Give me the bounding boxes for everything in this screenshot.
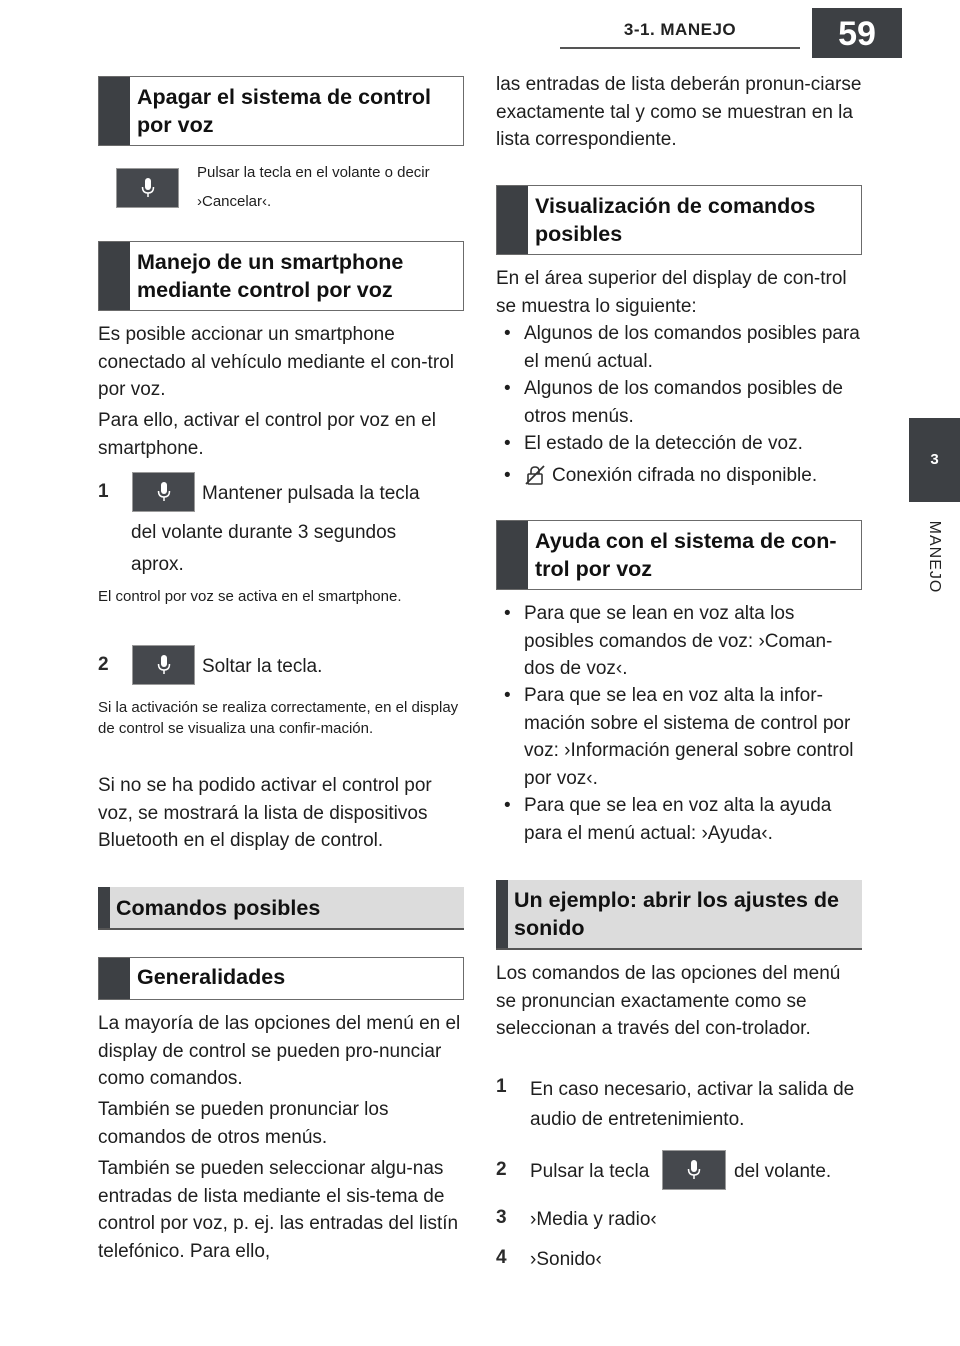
microphone-icon [687, 1159, 701, 1181]
step-text: ›Sonido‹ [530, 1249, 602, 1270]
bullet-dot: • [504, 465, 511, 486]
heading-smartphone [98, 241, 464, 311]
step-number: 4 [496, 1247, 507, 1268]
step-number: 3 [496, 1207, 507, 1228]
mic-button [662, 1150, 726, 1190]
note: El control por voz se activa en el smartphone. [98, 588, 402, 605]
microphone-icon [157, 481, 171, 503]
heading-text: Apagar el sistema de control por voz [137, 85, 431, 137]
step-text: Mantener pulsada la tecla [202, 483, 420, 504]
step-number: 2 [98, 654, 109, 675]
paragraph: las entradas de lista deberán pronun-ciarse exactamente tal y como se muestran en la lista correspondiente. [496, 74, 862, 150]
step-text: Soltar la tecla. [202, 656, 323, 677]
heading-visualizacion [496, 185, 862, 255]
heading-text: Visualización de comandos posibles [535, 194, 816, 246]
mic-button [132, 472, 195, 512]
paragraph: Para ello, activar el control por voz en el smartphone. [98, 410, 436, 459]
heading-text: Generalidades [137, 965, 286, 989]
step-text: Pulsar la tecla [530, 1161, 650, 1182]
bullet-dot: • [504, 433, 511, 454]
list-item-text: Algunos de los comandos posibles para el menú actual. [524, 323, 860, 372]
heading-text: Un ejemplo: abrir los ajustes de sonido [514, 888, 839, 940]
list-item-text: Para que se lean en voz alta los posibles comandos de voz: ›Coman-dos de voz‹. [524, 603, 833, 679]
note: Si la activación se realiza correctamente, en el display de control se visualiza una confir-mación. [98, 699, 459, 737]
bullet-dot: • [504, 603, 511, 624]
bullet-dot: • [504, 685, 511, 706]
microphone-icon [141, 177, 155, 199]
heading-generalidades [98, 957, 464, 1000]
header-rule [560, 47, 800, 49]
mic-button [132, 645, 195, 685]
step-number: 1 [98, 481, 109, 502]
mic-button [116, 168, 179, 208]
bullet-dot: • [504, 378, 511, 399]
chapter-tab-number: 3 [909, 418, 960, 502]
step-text: del volante durante 3 segundos aprox. [131, 522, 397, 575]
page-number: 59 [812, 8, 902, 58]
step-text: del volante. [734, 1161, 832, 1182]
step-number: 2 [496, 1159, 507, 1180]
step-number: 1 [496, 1076, 507, 1097]
page-header [0, 0, 960, 60]
paragraph: También se pueden seleccionar algu-nas entradas de lista mediante el sis-tema de control por voz, p. ej. las entradas del listín telefónico. Para ello, [98, 1158, 459, 1262]
paragraph: En el área superior del display de con-trol se muestra lo siguiente: [496, 268, 847, 317]
heading-ayuda [496, 520, 862, 590]
encryption-unavailable-icon [524, 464, 546, 495]
paragraph: Es posible accionar un smartphone conectado al vehículo mediante el con-trol por voz. [98, 324, 454, 400]
chapter-tab-label: MANEJO [926, 520, 943, 594]
step-text: En caso necesario, activar la salida de audio de entretenimiento. [530, 1079, 855, 1130]
bullet-dot: • [504, 323, 511, 344]
section-title: 3-1. MANEJO [623, 20, 737, 39]
paragraph: Los comandos de las opciones del menú se pronuncian exactamente como se seleccionan a través del con-trolador. [496, 963, 841, 1039]
heading-text: Comandos posibles [116, 896, 321, 920]
cancel-text: Pulsar la tecla en el volante o decir ›Cancelar‹. [197, 164, 430, 210]
paragraph: También se pueden pronunciar los comandos de otros menús. [98, 1099, 389, 1148]
step-text: ›Media y radio‹ [530, 1209, 657, 1230]
heading-text: Ayuda con el sistema de con-trol por voz [535, 529, 837, 581]
heading-ejemplo [496, 880, 862, 950]
list-item-text: Conexión cifrada no disponible. [552, 465, 818, 486]
list-item-text: Algunos de los comandos posibles de otros menús. [524, 378, 843, 427]
paragraph: La mayoría de las opciones del menú en el display de control se pueden pro-nunciar como comandos. [98, 1013, 461, 1089]
microphone-icon [157, 654, 171, 676]
list-item-text: El estado de la detección de voz. [524, 433, 803, 454]
list-item-text: Para que se lea en voz alta la ayuda para el menú actual: ›Ayuda‹. [524, 795, 832, 844]
bullet-dot: • [504, 795, 511, 816]
list-item-text: Para que se lea en voz alta la infor-mación sobre el sistema de control por voz: ›Información general sobre control por voz‹. [524, 685, 854, 789]
heading-apagar [98, 76, 464, 146]
heading-text: Manejo de un smartphone mediante control por voz [137, 250, 404, 302]
paragraph: Si no se ha podido activar el control por voz, se mostrará la lista de dispositivos Bluetooth en el display de control. [98, 775, 432, 851]
heading-comandos [98, 887, 464, 930]
